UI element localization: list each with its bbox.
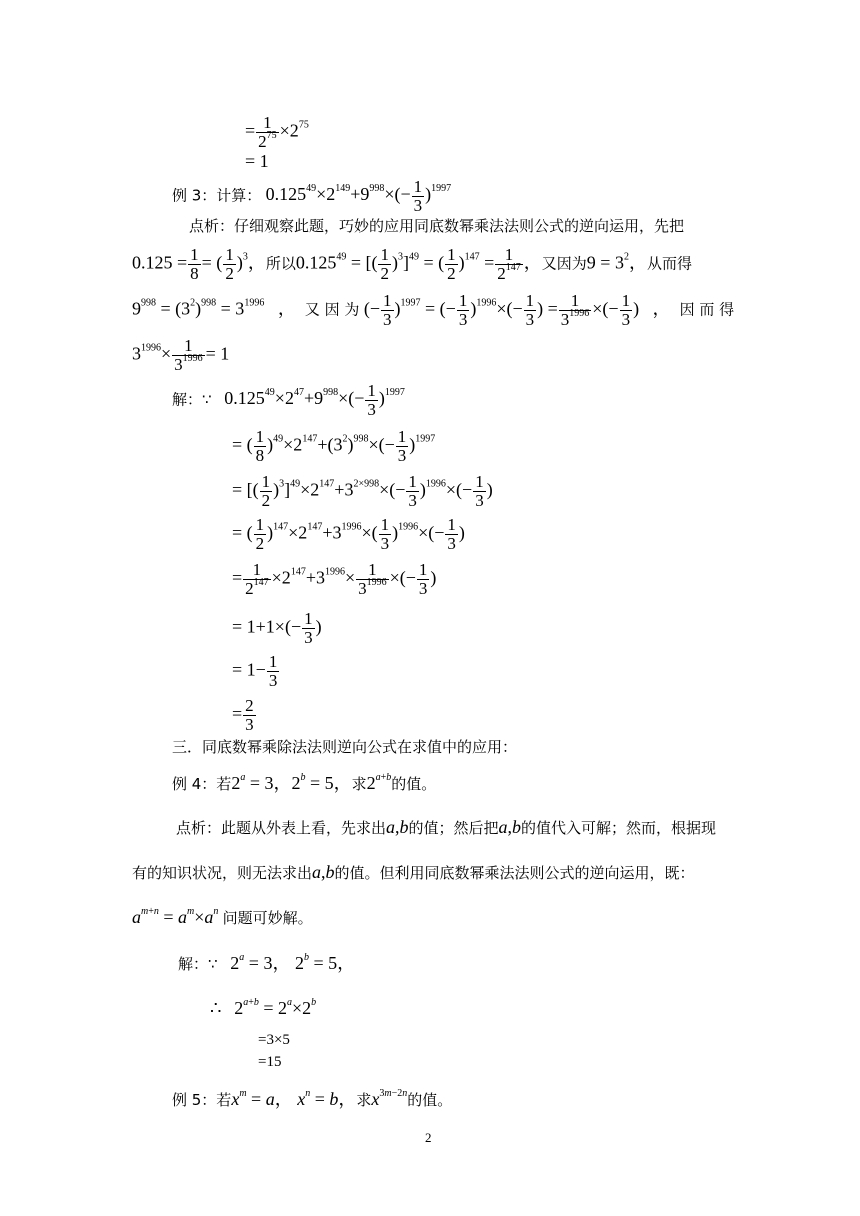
example4-label: 例 4：若: [172, 775, 232, 793]
analysis3-again-since: 又 因 为: [304, 300, 360, 319]
example3-label: 例 3：计算：: [172, 186, 262, 205]
example4-ask-prefix: 求: [351, 775, 367, 793]
analysis3-hence: 因 而 得: [679, 300, 735, 319]
example5-ask-suffix: 的值。: [407, 1091, 453, 1109]
example4-step-2: =15: [258, 1054, 282, 1070]
example5-ask-prefix: 求: [356, 1091, 372, 1109]
example4-analysis-2: 有的知识状况，则无法求出a,b的值。但利用同底数幂乘法法则公式的逆向运用，既：: [132, 862, 695, 882]
example4-analysis-1: 点析：此题从外表上看，先求出a,b的值；然后把a,b的值代入可解；然而，根据现: [176, 817, 717, 837]
example4-analysis-f: 问题可妙解。: [222, 909, 313, 927]
solution3-step-3: = [( $\frac{1}{2}$ )$^3]^{49}\times 2^{147}+3^{2\times 998}\times(-$ $\frac{1}{3}$ )$^{1996}$×(− $\frac{1}{3}$ ): [232, 472, 493, 510]
page-number: 2: [425, 1130, 432, 1145]
analysis3-line-2: 0.125 = $\frac{1}{8}$ = ( $\frac{1}{2}$ )$^3$，所以$0.125^{49}$ = [( $\frac{1}{2}$ )$^3$]$^{49}$ = ( $\frac{1}{2}$ )$^{147}$ = $\frac{1}{2^{147}}$ ，又因为$9 = 3^2$，从而得: [132, 245, 692, 283]
solution3-step-1: 解：∵ $0.125^{49}\times 2^{47}+9^{998}\times(-$ $\frac{1}{3}$ )$^{1997}$: [172, 381, 405, 419]
analysis3-line-4: $3^{1996}\times$ $\frac{1}{3^{1996}}$ = 1: [132, 336, 230, 374]
example4-solution-label: 解：∵: [178, 955, 218, 973]
analysis3-line-1: [189, 217, 684, 234]
top-step-2: = 1: [245, 151, 269, 171]
example4-analysis-e: 的值。但利用同底数幂乘法法则公式的逆向运用，既：: [334, 864, 695, 882]
section3-heading: 三．同底数幂乘除法法则逆向公式在求值中的应用：: [172, 738, 518, 756]
analysis3-text-1: 仔细观察此题，巧妙的应用同底数幂乘法法则公式的逆向运用，先把: [234, 217, 685, 235]
analysis3-thus: 从而得: [646, 254, 692, 273]
solution3-step-8: = $\frac{2}{3}$: [232, 696, 254, 734]
example4-analysis-d: 有的知识状况，则无法求出: [132, 864, 313, 882]
example4-line: 例 4：若$2^a = 3$，$2^b = 5$，求$2^{a+b}$的值。: [172, 772, 437, 793]
example3-expression: $0.125^{49}\times 2^{149}+9^{998}\times(-$ $\frac{1}{3}$ )$^{1997}$: [265, 177, 452, 215]
solution3-step-5: = $\frac{1}{2^{147}}$ $\times 2^{147}+3^{1996}\times$ $\frac{1}{3^{1996}}$ ×(− $\frac{1}{3}$ ): [232, 560, 437, 598]
example4-analysis-a: 此题从外表上看，先求出: [221, 819, 387, 837]
analysis3-and-since: 又因为: [541, 254, 587, 273]
analysis3-so: 所以: [265, 254, 296, 273]
example4-analysis-3: $a^{m+n} = a^m\times a^n$ 问题可妙解。: [132, 906, 313, 927]
example4-analysis-label: 点析：: [176, 819, 222, 837]
solution3-step-7: = 1− $\frac{1}{3}$: [232, 652, 278, 690]
analysis3-line-3: $9^{998} = (3^2)^{998} = 3^{1996}$ ， 又 因 为 (− $\frac{1}{3}$ )$^{1997}$ = (− $\frac{1}{3}$ )$^{1996}$×(− $\frac{1}{3}$ ) = $\frac{1}{3^{1996}}$ ×(− $\frac{1}{3}$ ) ， 因 而 得: [132, 291, 735, 329]
analysis3-label: 点析：: [189, 217, 235, 235]
example4-ask-suffix: 的值。: [391, 775, 437, 793]
example4-therefore: ∴: [210, 998, 222, 1018]
example3-line: [172, 178, 451, 215]
solution3-label: 解：∵: [172, 390, 212, 409]
solution3-step-2: = ( $\frac{1}{8}$ )$^{49}\times 2^{147}+(3^2)^{998}\times(-$ $\frac{1}{3}$ )$^{1997}$: [232, 427, 436, 465]
example4-analysis-b: 的值；然后把: [408, 819, 499, 837]
example4-solution-line: 解：∵ $2^a = 3$， $2^b = 5$，: [178, 952, 356, 973]
top-step-1: = $\frac{1}{2^{75}}$ $\times 2^{75}$: [245, 113, 309, 151]
example4-step-1: =3×5: [258, 1032, 290, 1048]
example4-analysis-c: 的值代入可解；然而，根据现: [521, 819, 717, 837]
example4-therefore-line: ∴ $2^{a+b} = 2^a\times 2^b$: [210, 997, 317, 1018]
example5-line: 例 5：若$x^m = a$， $x^n = b$，求$x^{3m-2n}$的值。: [172, 1088, 453, 1109]
solution3-step-6: = 1+1×(− $\frac{1}{3}$ ): [232, 609, 322, 647]
example5-label: 例 5：若: [172, 1091, 232, 1109]
solution3-step-4: = ( $\frac{1}{2}$ )$^{147}\times 2^{147}+3^{1996}\times$( $\frac{1}{3}$ )$^{1996}$×(− $\frac{1}{3}$ ): [232, 515, 465, 553]
